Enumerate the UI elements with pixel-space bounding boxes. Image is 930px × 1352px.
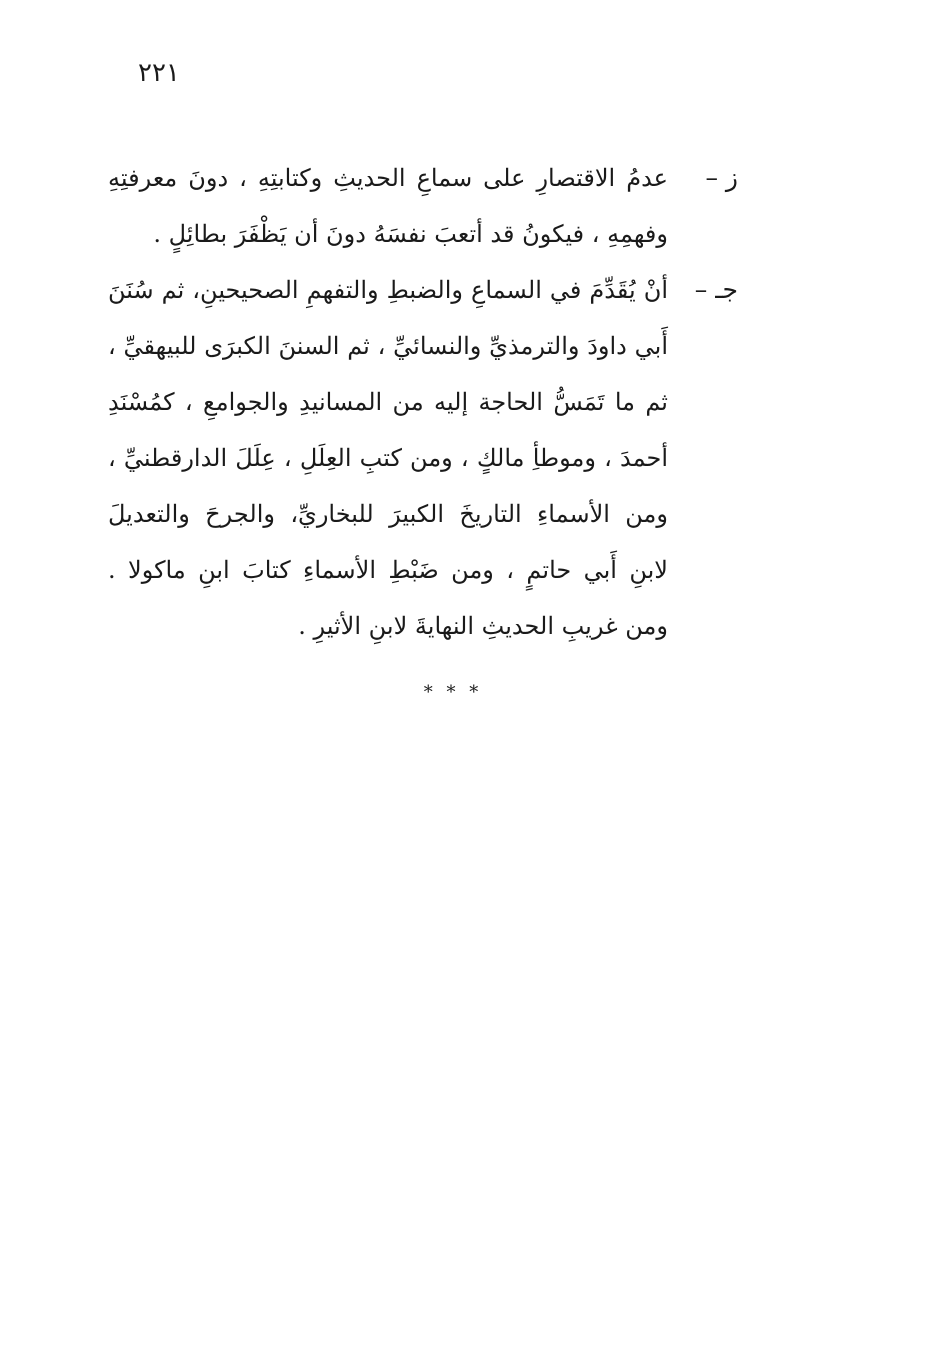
text-line: لابنِ أَبي حاتمٍ ، ومن ضَبْطِ الأسماءِ كتابَ ابنِ ماكولا .	[108, 556, 668, 584]
section-separator: * * *	[423, 682, 483, 703]
text-line: أحمدَ ، وموطأِ مالكٍ ، ومن كتبِ العِلَلِ ، عِلَلَ الدارقطنيِّ ،	[108, 444, 668, 472]
item-marker: ز –	[705, 163, 738, 192]
text-line: ومن الأسماءِ التاريخَ الكبيرَ للبخاريِّ، والجرحَ والتعديلَ	[108, 500, 668, 528]
item-text	[108, 262, 668, 654]
text-line: عدمُ الاقتصارِ على سماعِ الحديثِ وكتابتِهِ ، دونَ معرفتِهِ	[108, 164, 668, 192]
text-line: أنْ يُقَدِّمَ في السماعِ والضبطِ والتفهمِ الصحيحينِ، ثم سُنَنَ	[108, 276, 668, 304]
text-line: ومن غريبِ الحديثِ النهايةَ لابنِ الأثيرِ .	[298, 612, 668, 640]
text-line: وفهمِهِ ، فيكونُ قد أتعبَ نفسَهُ دونَ أن يَظْفَرَ بطائِلٍ .	[153, 220, 668, 248]
item-marker: جـ –	[694, 275, 738, 304]
text-line: ثم ما تَمَسُّ الحاجة إليه من المسانيدِ والجوامعِ ، كمُسْنَدِ	[108, 388, 668, 416]
item-text	[108, 150, 668, 262]
page-number: ٢٢١	[138, 58, 180, 88]
text-line: أَبي داودَ والترمذيِّ والنسائيِّ ، ثم السننَ الكبرَى للبيهقيِّ ،	[108, 332, 668, 360]
